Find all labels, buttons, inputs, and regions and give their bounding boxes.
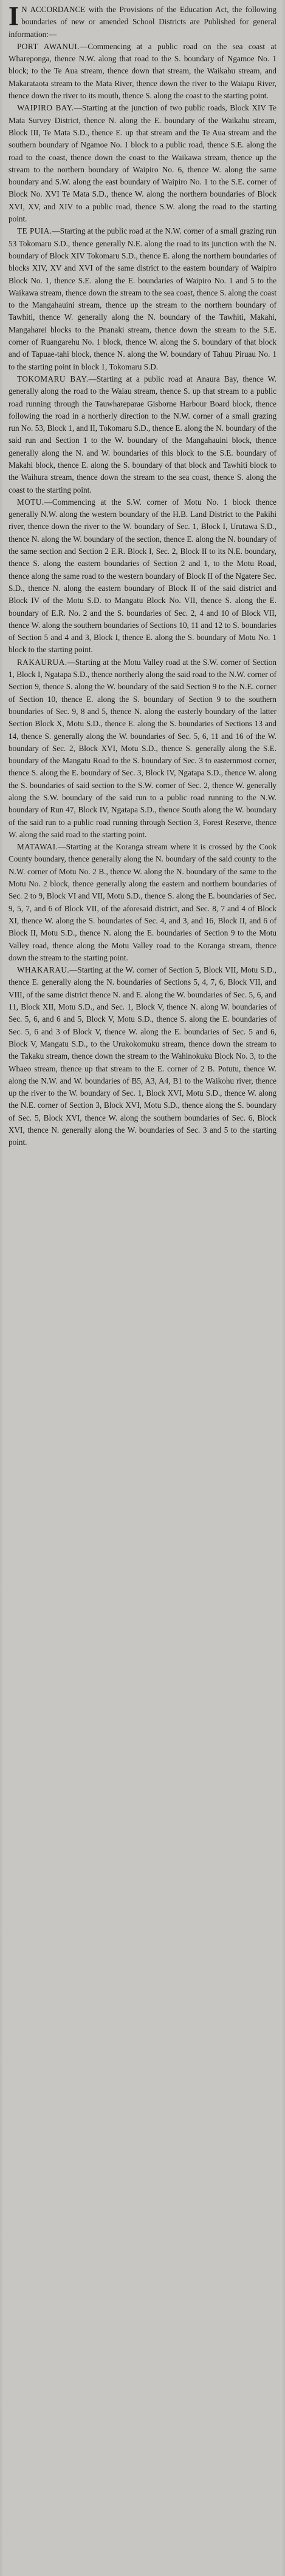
paragraph-text: —Commencing at a public road on the sea coast at Whareponga, thence N.W. along that road to the S. boundary of Ngamoe No. 1 block; to the Te Aua stream, thence down that stream, the Waikahu stream, and Makarataota stream to the Mata River, thence down the river to the Waiapu River, thence down the river to its mouth, thence S. along the coast to the starting point. bbox=[9, 41, 276, 101]
paragraph-text: —Starting at a public road at Anaura Bay, thence W. generally along the road to the Waiau stream, thence S. up that stream to a public road running through the Tauwhareparae Gisborne Harbour Board block, thence following the road in a northerly direction to the N.W. corner of a small grazing run No. 53, Block 1, and II, Tokomaru S.D., thence E. along the N. boundary of the said run and Section 1 to the W. boundary of the Mangahauini block, thence generally along the N. and W. boundaries of this block to the S.E. boundary of Makahi block, thence E. along the S. boundary of that block and Tawhiti block to the Waihura stream, thence down the stream to the sea coast, thence S. along the coast to the starting point. bbox=[9, 374, 277, 494]
paragraph-text: —Starting at the W. corner of Section 5, Block VII, Motu S.D., thence E. generally along the N. boundaries of Sections 5, 4, 7, 6, Block VII, and VIII, of the same district thence N. and E. along the W. boundaries of Sec. 5, 6, and 11, Block XII, Motu S.D., and Sec. 1, Block V, thence N. along W. boundaries of Sec. 5, 6, and 6 and 5, Block V, Motu S.D., thence S. along the E. boundaries of Sec. 5, 6 and 3 of Block V, thence W. along the E. boundaries of Sec. 5 and 6, Block V, Mangatu S.D., to the Urukokomuku stream, thence down the stream to the Takaku stream, thence down the stream to the Wahinokuku Block No. 3, to the Whaeo stream, thence up that stream to the E. corner of 2 B. Potutu, thence W. along the N.W. and W. boundaries of B5, A3, A4, B1 to the Waikohu river, thence up the river to the W. boundary of Sec. 1, Block XVI, Motu S.D., thence W. along the N.E. corner of Section 3, Block XVI, Motu S.D., thence along the S. boundary of Sec. 5, Block XVI, thence W. along the southern boundaries of Sec. 6, Block XVI, thence N. generally along the W. boundaries of Sec. 3 and 5 to the starting point. bbox=[9, 965, 276, 1147]
paragraph-text: —Starting at the Koranga stream where it is crossed by the Cook County boundary, thence generally along the N. boundary of the said county to the N.W. corner of Motu No. 2 B., thence W. along the N. boundary of the same to the Motu No. 2 block, thence generally along the eastern and northern boundaries of Sec. 2 to 9, Block VI and VII, Motu S.D., thence S. along the E. boundaries of Sec. 9, 5, 7, and 6 of Block VII, of the aforesaid district, and Sec. 8, 7 and 4 of Block XI, thence W. along the S. boundaries of Sec. 4, and 3, and 16, Block II, and 6 of Block II, Motu S.D., thence N. along the E. boundaries of Section 9 to the Motu Valley road, thence along the Motu Valley road to the Koranga stream, thence down the stream to the starting point. bbox=[9, 842, 276, 962]
district-heading: MOTU. bbox=[17, 497, 44, 507]
district-paragraph-matawai bbox=[9, 841, 276, 964]
district-paragraph-rakaurua bbox=[9, 656, 276, 841]
district-heading: RAKAURUA. bbox=[17, 657, 67, 667]
intro-paragraph bbox=[9, 1, 276, 41]
district-paragraph-port-awanui bbox=[9, 41, 276, 102]
district-paragraph-te-puia bbox=[9, 225, 276, 373]
paragraph-text: —Starting at the junction of two public roads, Block XIV Te Mata Survey District, thence N. along the E. boundary of the Waikahu stream, Block III, Te Mata S.D., thence E. up that stream and the Te Aua stream and the southern boundary of Ngamoe No. 1 block to a public road, thence S.E. along the road to the coast, thence down the coast to the Waikawa stream, thence up the stream to the northern boundary of Waipiro No. 6, thence W. along the same boundary and S.W. along the east boundary of Waipiro No. 1 to the S.E. corner of Block No. XVI Te Mata S.D., thence W. along the northern boundaries of Block XVI, XV, and XIV to a public road, thence S.W. along the road to the starting point. bbox=[9, 103, 276, 224]
district-paragraph-motu bbox=[9, 496, 276, 656]
district-paragraph-waipiro-bay bbox=[9, 102, 276, 225]
drop-cap: I bbox=[9, 1, 19, 31]
district-heading: TOKOMARU BAY. bbox=[17, 374, 89, 383]
district-heading: WHAKARAU. bbox=[17, 965, 70, 975]
district-heading: TE PUIA. bbox=[17, 226, 52, 236]
paragraph-text: —Commencing at the S.W. corner of Motu No. 1 block thence generally N.W. along the western boundary of the H.B. Land District to the Pakihi river, thence down the river to the W. boundary of Sec. 1, Block I, Urutawa S.D., thence N. along the W. boundary of the section, thence E. along the N. boundary of the same section and Section 2 E.R. Block I, Sec. 2, Block II to its N.E. boundary, thence S. along the eastern boundaries of Section 2 and 1, to the Motu Road, thence along the same road to the western boundary of Block II of the Ngatere Sec. S.D., thence N. along the eastern boundary of Block II of the said district and Block IV of the Motu S.D. to Mangatu Block No. VII, thence S. along the E. boundary of E.R. No. 2 and the S. boundaries of Sec. 2, 4 and 10 of Block VII, thence W. along the southern boundaries of Sections 10, 11 and 12 to S. boundaries of Section 5 and 4 and 3, Block I, thence E. along the S. boundary of Motu No. 1 block to the starting point. bbox=[9, 497, 276, 655]
district-heading: PORT AWANUI. bbox=[17, 41, 80, 51]
paragraph-text: —Starting at the public road at the N.W. corner of a small grazing run 53 Tokomaru S.D., thence generally N.E. along the road to its junction with the N. boundary of Block XIV Tokomaru S.D., thence E. along the northern boundaries of blocks XIV, XV and XVI of the same district to the eastern boundary of Waipiro Block No. 1, thence S.E. along the E. boundaries of Waipiro No. 1 and 5 to the Waikawa stream, thence down the stream to the sea coast, thence S. along the coast to the Mangahauini stream, thence up the stream to the northern boundary of Tawhiti, thence W. generally along the N. boundary of the Tawhiti, Makahi, Mangaharei blocks to the Pnanaki stream, thence down the stream to the S.E. corner of Ruangarehu No. 1 block, thence W. along the S. boundary of that block and of Tapuae-tahi block, thence N. along the W. boundary of Tahuu Piruau No. 1 to the starting point in block 1, Tokomaru S.D. bbox=[9, 226, 276, 371]
paragraph-text: —Starting at the Motu Valley road at the S.W. corner of Section 1, Block I, Ngatapa S.D., thence northerly along the said road to the N.W. corner of Section 9, thence S. along the W. boundary of the said Section 9 to the N.E. corner of Section 10, thence E. along the S. boundary of Section 9 to the southern boundaries of Sec. 9, 8 and 5, thence N. along the easterly boundary of the latter Section Block X, Motu S.D., thence E. along the S. boundaries of Sections 13 and 14, thence S. generally along the W. boundaries of Sec. 5, 6, 11 and 16 of the W. boundary of Sec. 2, Block XVI, Motu S.D., thence S. generally along the S.E. boundary of the Mangatu Road to the S. boundary of Sec. 3 to easternmost corner, thence S. along the E. boundary of Sec. 3, Block IV, Ngatapa S.D., thence W. along the S. boundaries of said section to the S.W. corner of Sec. 2, thence W. generally along the S.W. boundary of the said run to a public road running to the N.W. boundary of Run 47, Block IV, Ngatapa S.D., thence South along the W. boundary of the said run to a public road running through Section 3, Forest Reserve, thence W. along the said road to the starting point. bbox=[9, 657, 276, 839]
district-paragraph-tokomaru-bay bbox=[9, 373, 276, 496]
district-paragraph-whakarau bbox=[9, 964, 276, 1148]
district-heading: WAIPIRO BAY. bbox=[17, 103, 74, 113]
district-heading: MATAWAI. bbox=[17, 842, 58, 852]
paragraph-text: N ACCORDANCE with the Provisions of the Education Act, the following boundaries of new or amended School Districts are Published for general information:— bbox=[9, 5, 276, 39]
